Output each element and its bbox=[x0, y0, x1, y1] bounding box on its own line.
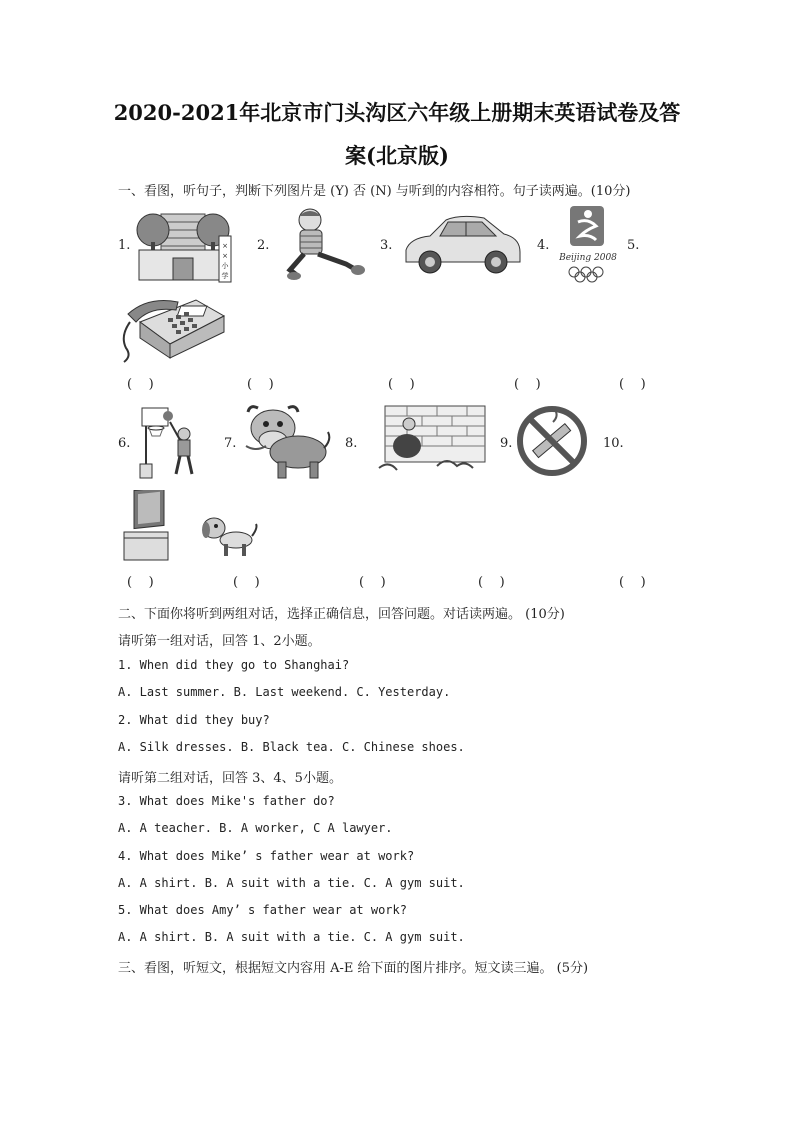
section3-heading: 三、看图，听短文，根据短文内容用 A-E 给下面的图片排序。短文读三遍。 (5分) bbox=[118, 961, 589, 976]
picture-label-7: 7. bbox=[224, 436, 237, 451]
answer-blank-8[interactable]: ( ) bbox=[359, 575, 386, 590]
school-sign-char-1: × bbox=[222, 242, 228, 250]
section1-heading: 一、看图，听句子，判断下列图片是 (Y) 否 (N) 与听到的内容相符。句子读两遍。(10分) bbox=[118, 184, 631, 199]
question-4-options: A. A shirt. B. A suit with a tie. C. A gym suit. bbox=[118, 876, 465, 890]
question-5-options: A. A shirt. B. A suit with a tie. C. A gym suit. bbox=[118, 930, 465, 944]
answer-blank-1[interactable]: ( ) bbox=[127, 377, 154, 392]
sitting-boy-picture bbox=[280, 206, 368, 280]
picture-label-8: 8. bbox=[345, 436, 358, 451]
answer-blank-7[interactable]: ( ) bbox=[233, 575, 260, 590]
beijing-olympic-logo-picture bbox=[556, 204, 622, 284]
telephone-picture bbox=[118, 292, 228, 364]
question-4: 4. What does Mike’ s father wear at work? bbox=[118, 849, 415, 863]
answer-blank-3[interactable]: ( ) bbox=[388, 377, 415, 392]
dog-picture bbox=[198, 514, 260, 560]
group2-instruction: 请听第二组对话，回答 3、4、5小题。 bbox=[118, 771, 342, 786]
question-3: 3. What does Mike's father do? bbox=[118, 794, 335, 808]
question-1: 1. When did they go to Shanghai? bbox=[118, 658, 350, 672]
document-title-line2: 案(北京版) bbox=[345, 143, 449, 168]
school-gate-picture bbox=[133, 206, 235, 284]
answer-blank-6[interactable]: ( ) bbox=[127, 575, 154, 590]
question-2-options: A. Silk dresses. B. Black tea. C. Chinese shoes. bbox=[118, 740, 465, 754]
answer-blank-10[interactable]: ( ) bbox=[619, 575, 646, 590]
school-sign-char-4: 学 bbox=[221, 272, 229, 280]
document-title-line1: 2020-2021年北京市门头沟区六年级上册期末英语试卷及答 bbox=[113, 100, 681, 125]
answer-blank-4[interactable]: ( ) bbox=[514, 377, 541, 392]
question-5: 5. What does Amy’ s father wear at work? bbox=[118, 903, 407, 917]
answer-blank-9[interactable]: ( ) bbox=[478, 575, 505, 590]
picture-label-4: 4. bbox=[537, 238, 550, 253]
basketball-player-picture bbox=[134, 404, 198, 482]
question-1-options: A. Last summer. B. Last weekend. C. Yesterday. bbox=[118, 685, 451, 699]
section2-heading: 二、下面你将听到两组对话，选择正确信息，回答问题。对话读两遍。 (10分) bbox=[118, 607, 565, 622]
television-picture bbox=[120, 490, 172, 562]
group1-instruction: 请听第一组对话，回答 1、2小题。 bbox=[118, 634, 321, 649]
car-picture bbox=[400, 212, 524, 278]
picture-label-10: 10. bbox=[603, 436, 624, 451]
answer-blank-5[interactable]: ( ) bbox=[619, 377, 646, 392]
no-smoking-sign-picture bbox=[515, 404, 589, 478]
answer-blank-2[interactable]: ( ) bbox=[247, 377, 274, 392]
question-2: 2. What did they buy? bbox=[118, 713, 270, 727]
picture-label-9: 9. bbox=[500, 436, 513, 451]
boy-at-wall-picture bbox=[377, 404, 487, 476]
beijing-2008-text: Beijing 2008 bbox=[559, 253, 617, 263]
cow-picture bbox=[236, 402, 332, 482]
school-sign-char-2: × bbox=[222, 252, 228, 260]
picture-label-3: 3. bbox=[380, 238, 393, 253]
picture-label-6: 6. bbox=[118, 436, 131, 451]
question-3-options: A. A teacher. B. A worker, C A lawyer. bbox=[118, 821, 393, 835]
picture-label-1: 1. bbox=[118, 238, 131, 253]
school-sign-char-3: 小 bbox=[221, 262, 229, 270]
picture-label-5: 5. bbox=[627, 238, 640, 253]
picture-label-2: 2. bbox=[257, 238, 270, 253]
